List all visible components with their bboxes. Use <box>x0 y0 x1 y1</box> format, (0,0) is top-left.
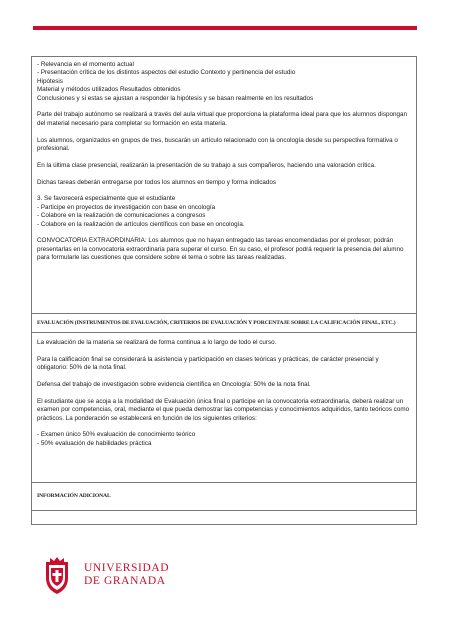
additional-info-content <box>32 510 416 524</box>
spacer <box>37 389 411 397</box>
paragraph-line: Para la calificación final se considerará la asistencia y participación en clases teóricas y prácticas, de carácter presencial y obligatorio: 50% de la nota final. <box>37 355 379 372</box>
header-red-bar <box>33 26 417 30</box>
evaluation-section <box>32 332 416 482</box>
paragraph-line: Dichas tareas deberán entregarse por todos los alumnos en tiempo y forma indicados <box>37 178 277 186</box>
paragraph-line: Conclusiones y si estas se ajustan a responder la hipótesis y se basan realmente en los resultados <box>37 94 314 102</box>
evaluation-heading: EVALUACIÓN (INSTRUMENTOS DE EVALUACIÓN, CRITERIOS DE EVALUACIÓN Y PORCENTAJE SOBRE LA CALIFICACIÓN FINAL, ETC.) <box>32 313 416 332</box>
paragraph-line: - 50% evaluación de habilidades práctica <box>37 439 152 447</box>
university-crest-icon <box>40 556 74 596</box>
spacer <box>37 423 411 431</box>
paragraph-line: La evaluación de la materia se realizará de forma continua a lo largo de todo el curso. <box>37 339 277 346</box>
paragraph-line: Parte del trabajo autónomo se realizará a través del aula virtual que proporciona la plataforma ideal para que los alumnos dispongan del material necesario para completar su formación en esta materia. <box>37 111 407 127</box>
university-name-line2: DE GRANADA <box>84 575 166 587</box>
paragraph-line: - Examen único 50% evaluación de conocimiento teórico <box>37 431 196 439</box>
paragraph-line: Defensa del trabajo de investigación sobre evidencia científica en Oncología: 50% de la nota final. <box>37 381 311 388</box>
spacer <box>37 229 411 237</box>
paragraph-line: El estudiante que se acoja a la modalidad de Evaluación única final o participe en la convocatoria extraordinaria, deberá realizar un examen por competencias, oral, mediante el que pueda demostrar las competencias y conocimientos adquiridos, tanto teóricos como prácticos. La ponderación se establecerá en función de los siguientes criterios: <box>37 397 410 422</box>
paragraph-line: - Presentación crítica de los distintos aspectos del estudio Contexto y pertinencia del estudio <box>37 69 296 77</box>
guide-table <box>31 56 417 525</box>
methodology-section <box>32 57 416 313</box>
paragraph-line: CONVOCATORIA EXTRAORDINARIA: Los alumnos que no hayan entregado las tareas encomendadas por el profesor, podrán presentarlas en la convocatoria extraordinaria para superar el curso. En su caso, el profesor podrá requerir la presencia del alumno para formularle las cuestiones que considere sobre el tema o sobre las tareas realizadas. <box>37 237 404 262</box>
paragraph-line: - Relevancia en el momento actual <box>37 61 134 68</box>
paragraph-line: - Colabore en la realización de comunicaciones a congresos <box>37 212 206 220</box>
paragraph-line: Hipótesis <box>37 77 63 85</box>
spacer <box>37 170 411 178</box>
paragraph-line: Los alumnos, organizados en grupos de tres, buscarán un artículo relacionado con la oncología desde su perspectiva formativa o profesional. <box>37 136 398 153</box>
additional-info-heading: INFORMACIÓN ADICIONAL <box>32 482 416 510</box>
university-name <box>84 562 169 588</box>
spacer <box>37 187 411 195</box>
spacer <box>37 153 411 161</box>
university-logo <box>40 556 200 596</box>
paragraph-line: En la última clase presencial, realizarán la presentación de su trabajo a sus compañeros, haciendo una valoración crítica. <box>37 161 376 169</box>
paragraph-line: Material y métodos utilizados Resultados obtenidos <box>37 86 181 94</box>
spacer <box>37 103 411 111</box>
paragraph-line: 3. Se favorecerá especialmente que el estudiante <box>37 195 176 203</box>
spacer <box>37 373 411 381</box>
paragraph-line: - Participe en proyectos de investigación con base en oncología <box>37 203 216 211</box>
spacer <box>37 128 411 136</box>
paragraph-line: - Colabore en la realización de artículos científicos con base en oncología. <box>37 220 245 228</box>
university-name-line1: UNIVERSIDAD <box>84 562 170 574</box>
spacer <box>37 347 411 355</box>
